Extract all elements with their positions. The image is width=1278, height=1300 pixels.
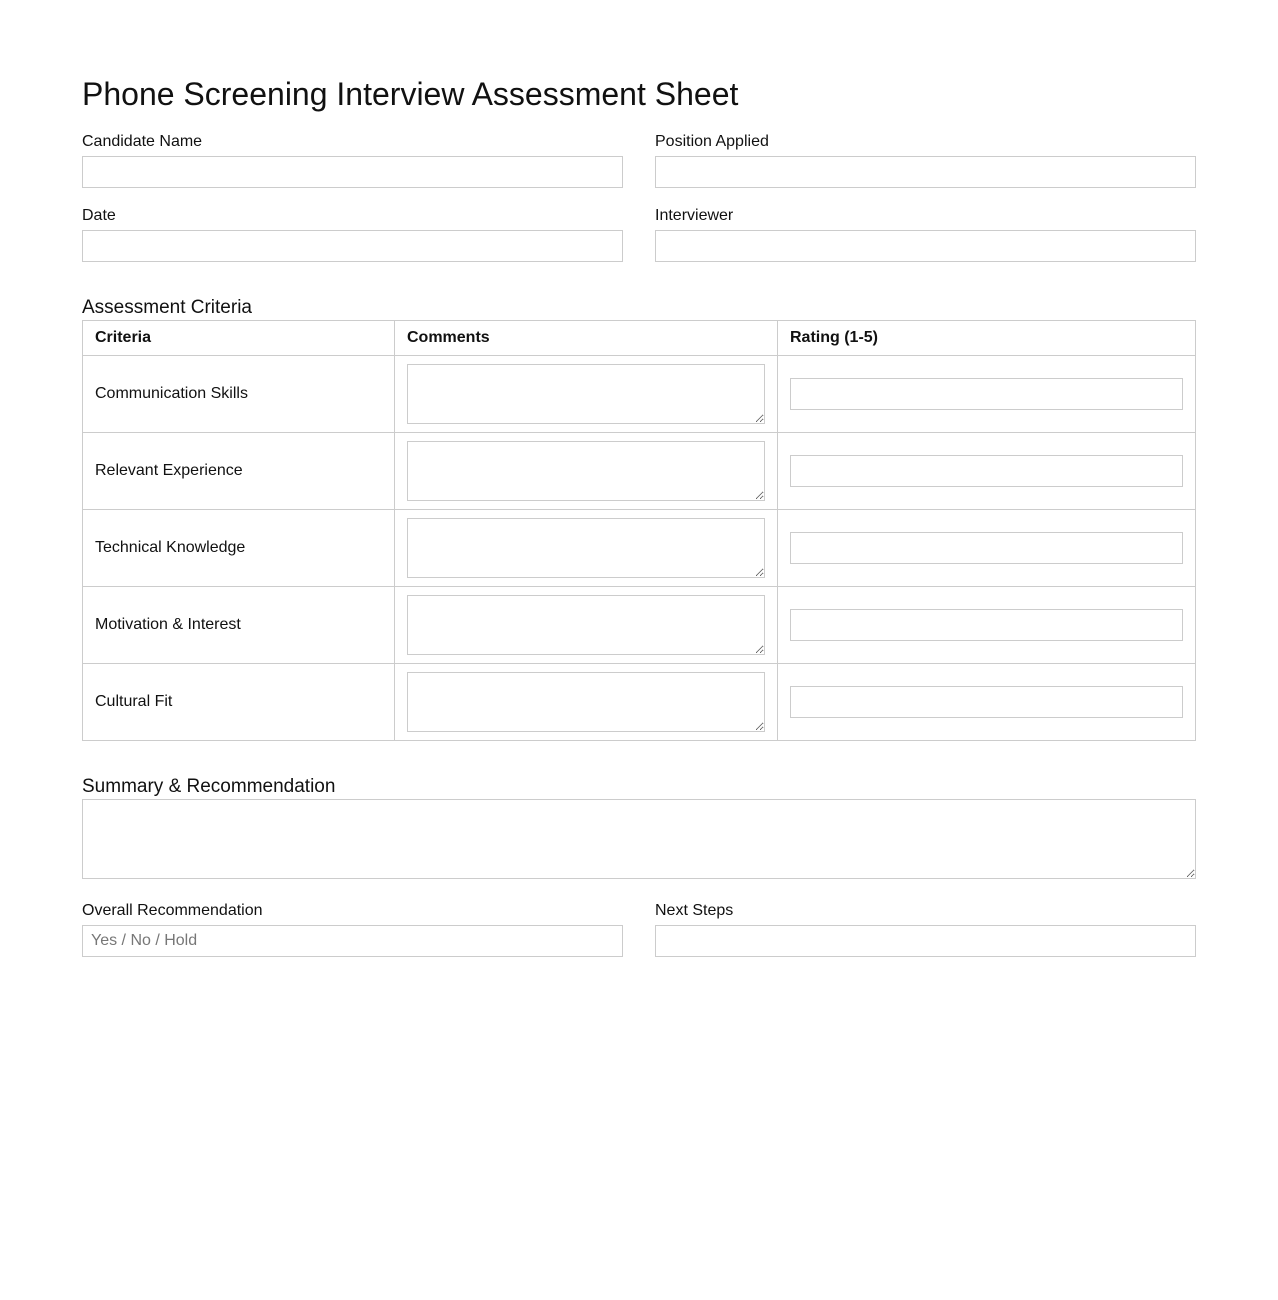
rating-input[interactable]	[790, 455, 1183, 487]
page-title: Phone Screening Interview Assessment Sheet	[82, 76, 739, 112]
criteria-cell: Relevant Experience	[83, 433, 395, 510]
date-field	[82, 206, 623, 262]
column-header-comments: Comments	[395, 321, 778, 356]
rating-cell	[778, 433, 1196, 510]
interviewer-field	[655, 206, 1196, 262]
candidate-name-label: Candidate Name	[82, 133, 203, 150]
rating-input[interactable]	[790, 609, 1183, 641]
table-header-row	[83, 321, 1196, 356]
comments-cell	[395, 356, 778, 433]
overall-recommendation-label: Overall Recommendation	[82, 902, 263, 919]
date-label: Date	[82, 207, 116, 224]
summary-heading: Summary & Recommendation	[82, 776, 336, 797]
header-fields-row-2	[82, 206, 1196, 262]
interviewer-label: Interviewer	[655, 207, 734, 224]
comments-textarea[interactable]	[407, 595, 765, 655]
comments-cell	[395, 587, 778, 664]
assessment-criteria-heading: Assessment Criteria	[82, 297, 252, 318]
candidate-name-input[interactable]	[82, 156, 623, 188]
rating-cell	[778, 510, 1196, 587]
criteria-cell: Communication Skills	[83, 356, 395, 433]
rating-input[interactable]	[790, 686, 1183, 718]
rating-cell	[778, 664, 1196, 741]
position-applied-label: Position Applied	[655, 133, 769, 150]
column-header-rating: Rating (1-5)	[778, 321, 1196, 356]
table-row	[83, 587, 1196, 664]
next-steps-input[interactable]	[655, 925, 1196, 957]
summary-textarea[interactable]	[82, 799, 1196, 879]
comments-cell	[395, 433, 778, 510]
comments-textarea[interactable]	[407, 672, 765, 732]
comments-textarea[interactable]	[407, 441, 765, 501]
criteria-cell: Motivation & Interest	[83, 587, 395, 664]
next-steps-label: Next Steps	[655, 902, 734, 919]
comments-textarea[interactable]	[407, 518, 765, 578]
position-applied-field	[655, 132, 1196, 188]
table-row	[83, 356, 1196, 433]
rating-input[interactable]	[790, 378, 1183, 410]
assessment-table	[82, 320, 1196, 741]
date-input[interactable]	[82, 230, 623, 262]
overall-recommendation-field	[82, 901, 623, 957]
table-row	[83, 664, 1196, 741]
table-row	[83, 510, 1196, 587]
criteria-cell: Technical Knowledge	[83, 510, 395, 587]
footer-fields-row	[82, 901, 1196, 957]
interviewer-input[interactable]	[655, 230, 1196, 262]
column-header-criteria: Criteria	[83, 321, 395, 356]
comments-cell	[395, 664, 778, 741]
comments-cell	[395, 510, 778, 587]
overall-recommendation-input[interactable]	[82, 925, 623, 957]
rating-input[interactable]	[790, 532, 1183, 564]
position-applied-input[interactable]	[655, 156, 1196, 188]
header-fields-row-1	[82, 132, 1196, 188]
rating-cell	[778, 587, 1196, 664]
criteria-cell: Cultural Fit	[83, 664, 395, 741]
table-row	[83, 433, 1196, 510]
next-steps-field	[655, 901, 1196, 957]
comments-textarea[interactable]	[407, 364, 765, 424]
candidate-name-field	[82, 132, 623, 188]
rating-cell	[778, 356, 1196, 433]
